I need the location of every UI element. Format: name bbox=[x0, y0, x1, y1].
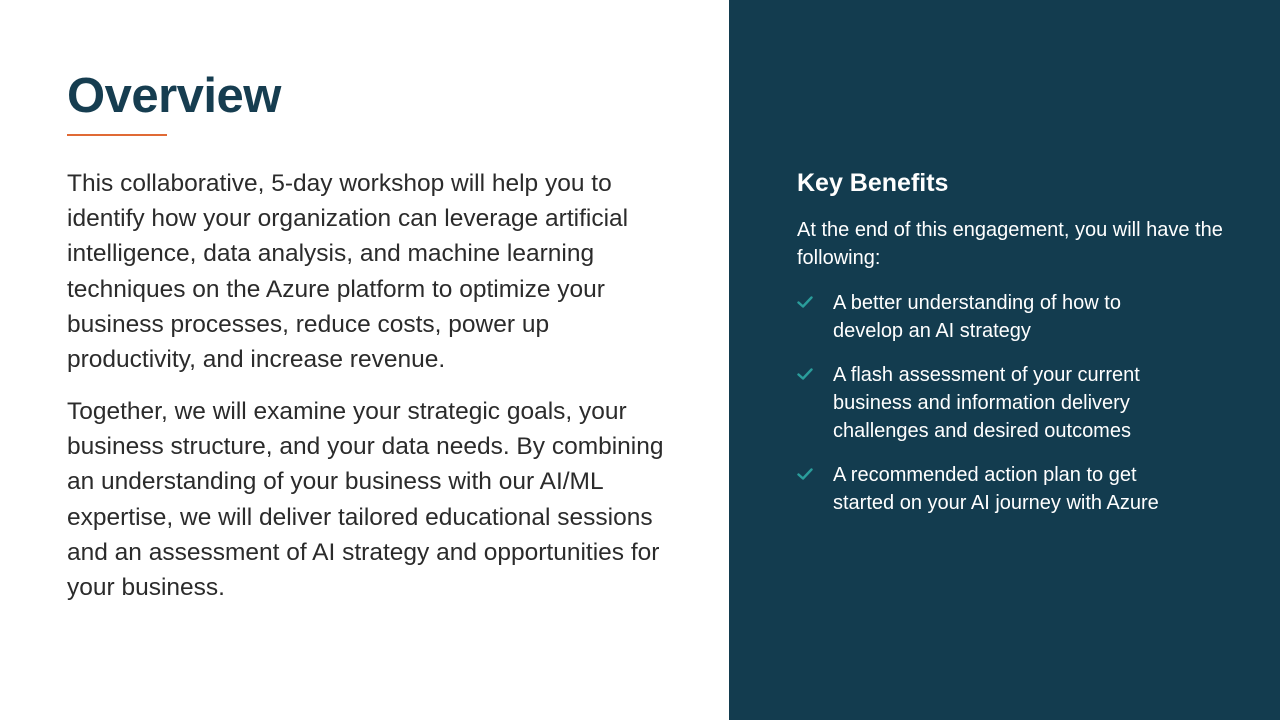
check-icon bbox=[797, 368, 813, 380]
list-item bbox=[797, 361, 1237, 445]
benefit-text: A recommended action plan to get started on your AI journey with Azure bbox=[833, 464, 1159, 514]
check-icon bbox=[797, 468, 813, 480]
title-underline bbox=[67, 134, 167, 136]
benefit-text: A better understanding of how to develop an AI strategy bbox=[833, 292, 1121, 342]
key-benefits-title: Key Benefits bbox=[797, 169, 949, 197]
overview-paragraph-2: Together, we will examine your strategic goals, your business structure, and your data needs. By combining an understanding of your business with our AI/ML expertise, we will deliver tailored educational sessions and an assessment of AI strategy and opportunities for your business. bbox=[67, 398, 664, 602]
page-title: Overview bbox=[67, 69, 281, 123]
check-icon bbox=[797, 296, 813, 308]
list-item bbox=[797, 461, 1237, 517]
key-benefits-intro: At the end of this engagement, you will have the following: bbox=[797, 219, 1223, 269]
overview-paragraph-1: This collaborative, 5-day workshop will help you to identify how your organization can leverage artificial intelligence, data analysis, and machine learning techniques on the Azure platform to optimize your business processes, reduce costs, power up productivity, and increase revenue. bbox=[67, 170, 629, 374]
key-benefits-list bbox=[797, 289, 1237, 533]
list-item bbox=[797, 289, 1237, 345]
benefit-text: A flash assessment of your current business and information delivery challenges and desired outcomes bbox=[833, 364, 1140, 442]
